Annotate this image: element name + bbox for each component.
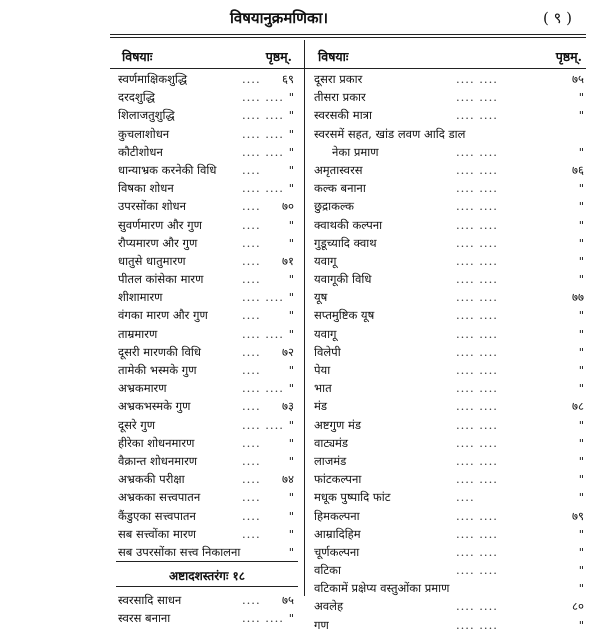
entry-page-number: ७२: [282, 344, 294, 359]
subject-heading: विषयाः: [122, 49, 153, 64]
entry-subject: तामेकी भस्मके गुण: [118, 363, 197, 377]
right-column-heading: [310, 40, 590, 66]
entry-subject: पीतल कांसेका मारण: [118, 272, 204, 287]
entry-leader-dots: ....: [242, 217, 261, 232]
index-entry: [114, 434, 300, 452]
entry-leader-dots: .... ....: [242, 290, 284, 305]
entry-leader-dots: ....: [242, 235, 261, 250]
entry-leader-dots: ....: [242, 272, 261, 287]
entry-leader-dots: .... ....: [456, 417, 498, 432]
entry-subject: कौटीशोधन: [118, 144, 163, 159]
entry-page-number: ": [288, 453, 294, 468]
index-entry: [310, 216, 590, 234]
page-heading: पृष्ठम्.: [555, 49, 582, 64]
entry-subject: वैक्रान्त शोधनमारण: [118, 453, 198, 468]
entry-page-number: ": [288, 308, 294, 323]
entry-leader-dots: .... ....: [242, 144, 284, 159]
index-entry: [310, 579, 590, 597]
entry-leader-dots: ....: [242, 199, 261, 214]
index-entry: [310, 397, 590, 415]
entry-page-number: ": [288, 435, 294, 450]
entry-subject: क्वाथकी कल्पना: [314, 217, 383, 232]
entry-subject: वटिकामें प्रक्षेप्य वस्तुओंका प्रमाण: [314, 581, 450, 596]
entry-subject: तीसरा प्रकार: [314, 90, 366, 105]
entry-page-number: ": [578, 581, 584, 596]
entry-page-number: ": [288, 235, 294, 250]
entry-page-number: ": [288, 144, 294, 159]
entry-page-number: ७३: [282, 399, 294, 414]
entry-subject: शीशामारण: [118, 290, 163, 305]
entry-subject: अभ्रककी परीक्षा: [118, 472, 185, 487]
index-entry: [310, 561, 590, 579]
entry-subject: विषका शोधन: [118, 181, 174, 196]
index-entry: [114, 470, 300, 488]
index-entry: [310, 306, 590, 324]
entry-leader-dots: .... ....: [456, 453, 498, 468]
entry-subject: वाट्यमंड: [314, 435, 349, 450]
entry-leader-dots: .... ....: [456, 308, 498, 323]
entry-leader-dots: ....: [242, 453, 261, 468]
index-entry: [310, 161, 590, 179]
index-entry: [310, 143, 590, 161]
entry-leader-dots: .... ....: [456, 526, 498, 541]
entry-leader-dots: .... ....: [242, 326, 284, 341]
index-entry: [114, 525, 300, 543]
entry-leader-dots: .... ....: [456, 290, 498, 305]
entry-subject: चूर्णकल्पना: [314, 544, 360, 559]
entry-page-number: ७६: [572, 162, 584, 177]
entry-leader-dots: .... ....: [456, 108, 498, 123]
entry-leader-dots: ....: [242, 399, 261, 414]
entry-page-number: ": [578, 563, 584, 578]
entry-subject: लाजमंड: [314, 453, 347, 468]
left-after-entry-list: [114, 591, 300, 627]
entry-subject: दूसरे गुण: [118, 417, 156, 432]
index-entry: [114, 507, 300, 525]
entry-page-number: ": [288, 181, 294, 196]
entry-subject: नेका प्रमाण: [332, 144, 379, 159]
entry-leader-dots: .... ....: [456, 617, 498, 632]
entry-leader-dots: ....: [242, 526, 261, 541]
index-entry: [310, 106, 590, 124]
index-entry: [310, 597, 590, 615]
index-entry: [310, 125, 590, 143]
entry-page-number: ": [578, 381, 584, 396]
entry-page-number: ७०: [282, 199, 294, 214]
section-heading: [114, 564, 300, 586]
index-entry: [114, 270, 300, 288]
entry-page-number: ": [288, 108, 294, 123]
left-entry-list: [114, 70, 300, 561]
index-entry: [310, 88, 590, 106]
entry-page-number: ": [288, 381, 294, 396]
entry-leader-dots: .... ....: [456, 508, 498, 523]
index-entry: [310, 470, 590, 488]
entry-leader-dots: .... ....: [242, 611, 284, 626]
entry-leader-dots: ....: [242, 363, 261, 377]
entry-subject: अमृतास्वरस: [314, 162, 363, 177]
entry-page-number: ": [578, 90, 584, 105]
entry-subject: यवागू: [314, 326, 337, 341]
entry-page-number: ": [288, 611, 294, 626]
index-entry: [310, 361, 590, 379]
entry-subject: अभ्रकमारण: [118, 381, 167, 396]
index-entry: [310, 452, 590, 470]
index-entry: [310, 543, 590, 561]
entry-leader-dots: .... ....: [456, 399, 498, 414]
entry-subject: उपरसोंका शोधन: [118, 199, 187, 214]
index-entry: [310, 616, 590, 634]
entry-subject: वंगका मारण और गुण: [118, 308, 208, 323]
entry-subject: फांटकल्पना: [314, 472, 362, 487]
entry-page-number: ": [288, 272, 294, 287]
entry-subject: सप्तमुष्टिक यूष: [314, 308, 375, 323]
index-entry: [114, 591, 300, 609]
entry-page-number: ": [578, 217, 584, 232]
subject-heading: विषयाः: [318, 49, 349, 64]
entry-page-number: ": [288, 326, 294, 341]
section-heading-text: अष्टादशस्तरंगः १८: [168, 569, 246, 584]
entry-leader-dots: .... ....: [456, 235, 498, 250]
entry-subject: स्वरसादि साधन: [118, 593, 182, 608]
entry-leader-dots: .... ....: [456, 472, 498, 487]
entry-subject: सब सत्त्वोंका मारण: [118, 526, 196, 541]
entry-leader-dots: .... ....: [456, 253, 498, 268]
entry-page-number: ": [578, 235, 584, 250]
entry-page-number: ": [578, 417, 584, 432]
index-entry: [114, 197, 300, 215]
entry-page-number: ७७: [572, 290, 584, 305]
entry-page-number: ७४: [282, 472, 294, 487]
header-rule-thin: [110, 37, 586, 38]
entry-page-number: ": [288, 290, 294, 305]
index-entry: [114, 216, 300, 234]
index-entry: [310, 525, 590, 543]
entry-leader-dots: ....: [242, 162, 261, 177]
entry-leader-dots: ....: [242, 472, 261, 487]
entry-leader-dots: .... ....: [456, 181, 498, 196]
entry-page-number: ७५: [572, 72, 584, 86]
entry-subject: अवलेह: [314, 599, 344, 614]
index-entry: [310, 270, 590, 288]
entry-subject: धान्याभ्रक करनेकी विधि: [118, 162, 217, 177]
entry-leader-dots: ....: [242, 593, 261, 608]
entry-subject: यवागू: [314, 253, 337, 268]
entry-leader-dots: .... ....: [456, 544, 498, 559]
entry-leader-dots: .... ....: [242, 90, 284, 105]
entry-subject: हीरेका शोधनमारण: [118, 435, 195, 450]
entry-leader-dots: .... ....: [456, 72, 498, 86]
entry-page-number: ७९: [572, 508, 584, 523]
entry-subject: दूसरा प्रकार: [314, 72, 363, 86]
entry-page-number: ": [578, 617, 584, 632]
index-entry: [310, 434, 590, 452]
entry-page-number: ६९: [282, 72, 294, 86]
entry-leader-dots: .... ....: [242, 126, 284, 141]
entry-subject: अभ्रकभस्मके गुण: [118, 399, 191, 414]
entry-page-number: ": [578, 472, 584, 487]
right-column: [310, 40, 590, 634]
entry-page-number: ": [288, 90, 294, 105]
entry-leader-dots: .... ....: [456, 144, 498, 159]
entry-leader-dots: .... ....: [456, 326, 498, 341]
entry-page-number: ": [578, 253, 584, 268]
entry-subject: आम्रादिहिम: [314, 526, 361, 541]
entry-leader-dots: .... ....: [456, 272, 498, 287]
entry-subject: गुडूच्यादि क्वाथ: [314, 235, 377, 250]
entry-page-number: ": [578, 181, 584, 196]
entry-leader-dots: ....: [242, 308, 261, 323]
entry-subject: रौप्यमारण और गुण: [118, 235, 198, 250]
entry-subject: कल्क बनाना: [314, 181, 366, 196]
index-entry: [114, 88, 300, 106]
index-entry: [114, 325, 300, 343]
entry-page-number: ": [288, 126, 294, 141]
entry-page-number: ": [578, 490, 584, 505]
entry-subject: दूसरी मारणकी विधि: [118, 344, 201, 359]
index-entry: [310, 70, 590, 88]
index-entry: [114, 343, 300, 361]
index-entry: [114, 488, 300, 506]
entry-leader-dots: .... ....: [456, 90, 498, 105]
index-entry: [114, 361, 300, 379]
entry-page-number: ": [288, 363, 294, 377]
entry-page-number: ": [288, 490, 294, 505]
left-column-heading: [114, 40, 300, 66]
column-divider: [304, 40, 305, 596]
entry-subject: ताम्रमारण: [118, 326, 158, 341]
entry-page-number: ": [578, 108, 584, 123]
index-entry: [114, 543, 300, 561]
index-entry: [310, 416, 590, 434]
index-entry: [310, 252, 590, 270]
entry-page-number: ": [578, 344, 584, 359]
entry-page-number: ": [578, 526, 584, 541]
entry-page-number: ": [288, 526, 294, 541]
entry-page-number: ७८: [572, 399, 584, 414]
index-entry: [310, 325, 590, 343]
entry-page-number: ": [578, 326, 584, 341]
entry-leader-dots: .... ....: [456, 363, 498, 377]
left-column: [114, 40, 300, 627]
entry-subject: मधूक पुष्पादि फांट: [314, 490, 391, 505]
entry-subject: गण: [314, 617, 329, 632]
entry-page-number: ": [578, 435, 584, 450]
page-title: विषयानुक्रमणिका।: [230, 9, 329, 27]
entry-subject: भात: [314, 381, 332, 396]
index-entry: [114, 252, 300, 270]
entry-subject: कुचलाशोधन: [118, 126, 170, 141]
entry-subject: स्वरसमें सहत, खांड लवण आदि डाल: [314, 126, 466, 141]
index-entry: [310, 288, 590, 306]
entry-page-number: ८०: [572, 599, 584, 614]
entry-leader-dots: .... ....: [456, 199, 498, 214]
entry-page-number: ७१: [282, 253, 294, 268]
entry-page-number: ": [578, 544, 584, 559]
entry-subject: मंड: [314, 399, 328, 414]
index-entry: [114, 416, 300, 434]
entry-page-number: ": [578, 272, 584, 287]
entry-leader-dots: ....: [242, 508, 261, 523]
index-entry: [114, 452, 300, 470]
entry-page-number: ": [578, 308, 584, 323]
index-entry: [114, 397, 300, 415]
entry-leader-dots: .... ....: [242, 417, 284, 432]
entry-page-number: ": [578, 199, 584, 214]
entry-leader-dots: .... ....: [456, 435, 498, 450]
entry-leader-dots: .... ....: [456, 381, 498, 396]
entry-subject: स्वर्णमाक्षिकशुद्धि: [118, 72, 188, 86]
entry-leader-dots: .... ....: [456, 162, 498, 177]
index-entry: [114, 106, 300, 124]
right-entry-list: [310, 70, 590, 634]
entry-page-number: ": [288, 544, 294, 559]
index-entry: [114, 609, 300, 627]
index-entry: [114, 143, 300, 161]
index-entry: [310, 507, 590, 525]
page-header: [110, 8, 580, 34]
entry-leader-dots: .... ....: [456, 599, 498, 614]
entry-subject: यूष: [314, 290, 328, 305]
entry-subject: छुद्राकल्क: [314, 199, 354, 214]
entry-subject: यवागूकी विधि: [314, 272, 372, 287]
entry-page-number: ": [288, 217, 294, 232]
section-rule-top: [116, 561, 298, 562]
index-entry: [114, 234, 300, 252]
entry-page-number: ७५: [282, 593, 294, 608]
index-entry: [310, 234, 590, 252]
entry-page-number: ": [288, 508, 294, 523]
entry-subject: शिलाजतुशुद्धि: [118, 108, 175, 123]
entry-page-number: ": [578, 144, 584, 159]
entry-page-number: ": [288, 417, 294, 432]
entry-subject: दरदशुद्धि: [118, 90, 155, 105]
entry-subject: सुवर्णमारण और गुण: [118, 217, 202, 232]
entry-subject: अष्टगुण मंड: [314, 417, 361, 432]
entry-page-number: ": [288, 162, 294, 177]
index-entry: [114, 125, 300, 143]
entry-subject: धातुसे धातुमारण: [118, 253, 186, 268]
section-rule-bottom: [116, 586, 298, 587]
entry-subject: कैंडुएका सत्त्वपातन: [118, 508, 196, 523]
page-heading: पृष्ठम्.: [265, 49, 292, 64]
entry-leader-dots: ....: [242, 253, 261, 268]
entry-subject: हिमकल्पना: [314, 508, 360, 523]
entry-leader-dots: ....: [242, 72, 261, 86]
index-entry: [310, 343, 590, 361]
entry-subject: स्वरसकी मात्रा: [314, 108, 372, 123]
index-entry: [114, 161, 300, 179]
entry-leader-dots: ....: [242, 435, 261, 450]
entry-leader-dots: .... ....: [456, 217, 498, 232]
entry-leader-dots: .... ....: [456, 344, 498, 359]
entry-page-number: ": [578, 453, 584, 468]
index-entry: [310, 488, 590, 506]
entry-leader-dots: ....: [242, 490, 261, 505]
entry-leader-dots: .... ....: [242, 108, 284, 123]
page-number: ( ९ ): [542, 9, 572, 27]
entry-subject: स्वरस बनाना: [118, 611, 171, 626]
entry-leader-dots: .... ....: [242, 381, 284, 396]
entry-subject: सब उपरसोंका सत्त्व निकालना: [118, 544, 241, 559]
index-entry: [114, 306, 300, 324]
index-entry: [114, 379, 300, 397]
index-entry: [310, 197, 590, 215]
entry-subject: पेया: [314, 363, 331, 377]
entry-leader-dots: .... ....: [242, 181, 284, 196]
index-entry: [114, 288, 300, 306]
entry-subject: विलेपी: [314, 344, 341, 359]
header-rule: [110, 34, 586, 35]
index-entry: [310, 379, 590, 397]
entry-subject: अभ्रकका सत्त्वपातन: [118, 490, 201, 505]
index-entry: [310, 179, 590, 197]
entry-subject: वटिका: [314, 563, 341, 578]
entry-page-number: ": [578, 363, 584, 377]
index-entry: [114, 179, 300, 197]
entry-leader-dots: .... ....: [456, 563, 498, 578]
entry-leader-dots: ....: [456, 490, 475, 505]
index-entry: [114, 70, 300, 88]
entry-leader-dots: ....: [242, 344, 261, 359]
